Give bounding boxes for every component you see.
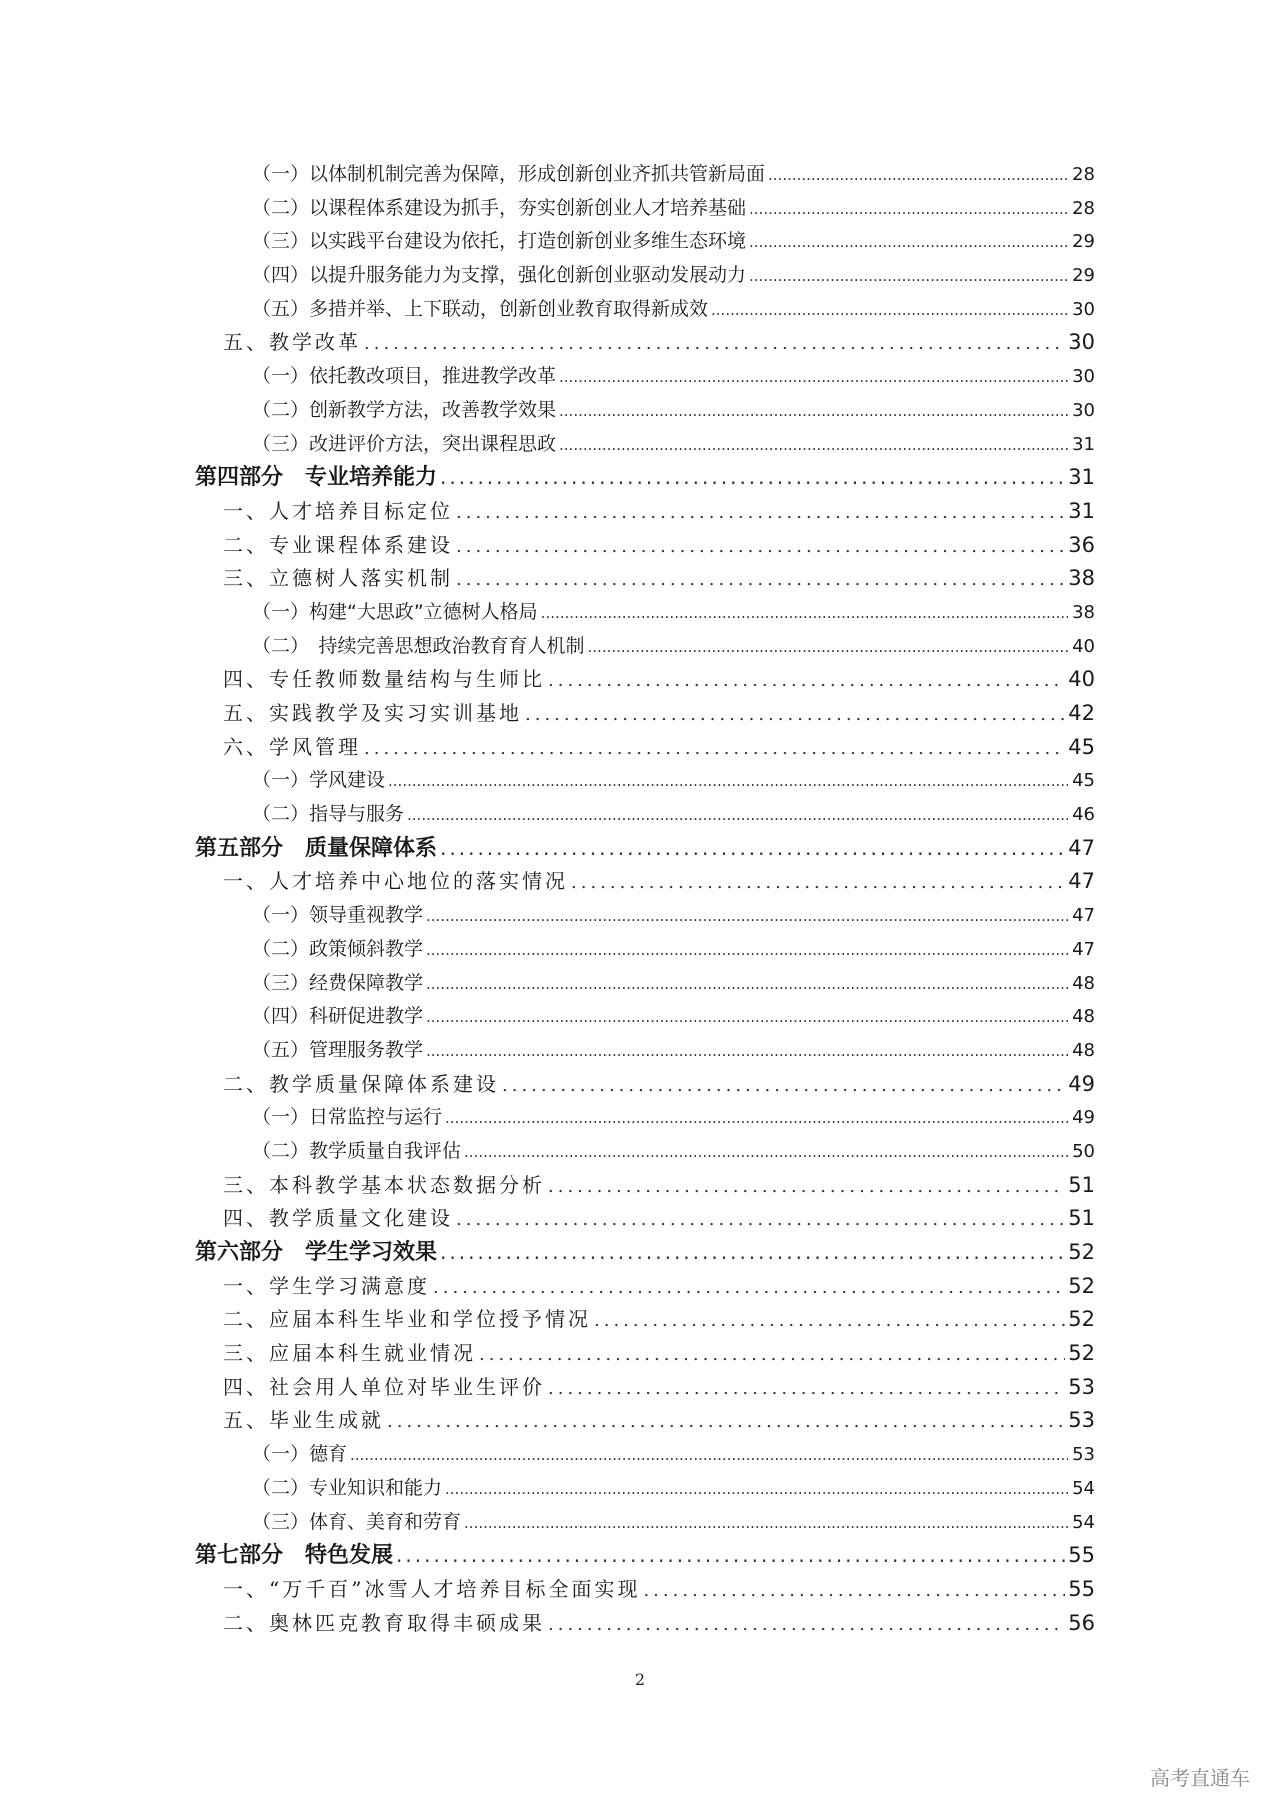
toc-entry[interactable] — [195, 1539, 1095, 1573]
toc-dot-leader — [749, 193, 1068, 227]
toc-entry-page: 53 — [1068, 1408, 1095, 1433]
toc-dot-leader — [464, 1136, 1068, 1170]
toc-entry[interactable] — [195, 293, 1095, 327]
toc-entry[interactable] — [195, 764, 1095, 798]
toc-entry-title: （二）教学质量自我评估 — [252, 1139, 462, 1162]
toc-entry-page: 52 — [1068, 1307, 1095, 1332]
toc-entry[interactable] — [195, 1506, 1095, 1540]
toc-dot-leader — [364, 732, 1065, 766]
toc-entry-title: （二）以课程体系建设为抓手，夯实创新创业人才培养基础 — [252, 196, 747, 219]
toc-entry-page: 47 — [1072, 905, 1095, 927]
toc-entry-title: 六、学风管理 — [223, 734, 361, 759]
toc-dot-leader — [541, 597, 1068, 631]
toc-entry-title: 四、专任教师数量结构与生师比 — [223, 667, 545, 692]
toc-entry-title: 四、教学质量文化建设 — [223, 1206, 453, 1231]
toc-entry-title: （一）德育 — [252, 1443, 348, 1466]
toc-entry[interactable] — [195, 1303, 1095, 1337]
toc-entry[interactable] — [195, 663, 1095, 697]
toc-dot-leader — [525, 698, 1065, 732]
toc-entry-title: 五、实践教学及实习实训基地 — [223, 701, 522, 725]
toc-dot-leader — [588, 631, 1068, 665]
toc-dot-leader — [548, 664, 1065, 698]
toc-entry-title: （二）政策倾斜教学 — [252, 937, 424, 960]
toc-entry-title: 第四部分 专业培养能力 — [195, 465, 438, 491]
toc-entry-title: （四）以提升服务能力为支撑，强化创新创业驱动发展动力 — [252, 264, 747, 287]
toc-dot-leader — [571, 866, 1065, 900]
toc-entry[interactable] — [195, 596, 1095, 630]
toc-entry[interactable] — [195, 562, 1095, 596]
toc-entry-page: 36 — [1068, 532, 1095, 557]
toc-entry-title: 一、“万千百”冰雪人才培养目标全面实现 — [223, 1576, 641, 1601]
toc-entry-page: 48 — [1072, 972, 1095, 994]
toc-entry-title: （三）体育、美育和劳育 — [252, 1510, 462, 1533]
toc-entry[interactable] — [195, 899, 1095, 933]
toc-entry-title: （三）改进评价方法，突出课程思政 — [252, 432, 557, 455]
toc-entry[interactable] — [195, 1337, 1095, 1371]
toc-entry-title: 第六部分 学生学习效果 — [195, 1240, 438, 1265]
toc-entry[interactable] — [195, 1371, 1095, 1405]
toc-entry[interactable] — [195, 1101, 1095, 1135]
toc-entry[interactable] — [195, 192, 1095, 226]
toc-entry-page: 52 — [1068, 1240, 1095, 1264]
toc-entry-title: 二、教学质量保障体系建设 — [223, 1071, 499, 1096]
toc-entry-page: 48 — [1072, 1006, 1095, 1028]
toc-entry-title: （一）构建“大思政”立德树人格局 — [252, 600, 538, 623]
toc-entry-title: 五、教学改革 — [223, 330, 361, 355]
toc-entry[interactable] — [195, 1404, 1095, 1438]
toc-entry-title: （五）管理服务教学 — [252, 1038, 424, 1061]
toc-entry-page: 31 — [1072, 433, 1095, 455]
toc-dot-leader — [548, 1170, 1065, 1204]
toc-dot-leader — [387, 1405, 1065, 1439]
toc-dot-leader — [388, 765, 1068, 799]
toc-dot-leader — [456, 530, 1065, 564]
toc-dot-leader — [440, 461, 1065, 495]
toc-entry-page: 45 — [1072, 770, 1095, 792]
toc-dot-leader — [559, 429, 1068, 463]
toc-entry-page: 38 — [1068, 566, 1095, 591]
toc-entry[interactable] — [195, 461, 1095, 495]
toc-entry[interactable] — [195, 1068, 1095, 1102]
toc-entry[interactable] — [195, 630, 1095, 664]
toc-entry-page: 55 — [1068, 1576, 1095, 1601]
toc-entry[interactable] — [195, 259, 1095, 293]
toc-entry[interactable] — [195, 428, 1095, 462]
toc-dot-leader — [479, 1338, 1065, 1372]
toc-entry-page: 53 — [1068, 1374, 1095, 1399]
toc-entry[interactable] — [195, 1236, 1095, 1270]
table-of-contents — [195, 158, 1095, 1640]
toc-entry-page: 54 — [1072, 1477, 1095, 1499]
toc-entry[interactable] — [195, 1202, 1095, 1236]
toc-entry-page: 50 — [1072, 1140, 1095, 1162]
toc-dot-leader — [426, 934, 1068, 968]
page-number: 2 — [634, 1670, 646, 1689]
toc-entry-title: 一、人才培养中心地位的落实情况 — [223, 869, 568, 894]
toc-entry-page: 38 — [1072, 601, 1095, 623]
toc-dot-leader — [426, 1001, 1068, 1035]
toc-entry[interactable] — [195, 360, 1095, 394]
toc-entry-page: 54 — [1072, 1511, 1095, 1533]
toc-entry[interactable] — [195, 967, 1095, 1001]
toc-entry[interactable] — [195, 394, 1095, 428]
toc-entry[interactable] — [195, 1034, 1095, 1068]
toc-entry-page: 31 — [1068, 498, 1095, 523]
toc-entry-page: 28 — [1072, 164, 1095, 185]
toc-entry[interactable] — [195, 832, 1095, 866]
toc-entry-title: （二）专业知识和能力 — [252, 1476, 443, 1499]
toc-entry-page: 30 — [1072, 399, 1095, 421]
toc-entry[interactable] — [195, 326, 1095, 360]
toc-entry-page: 49 — [1068, 1071, 1095, 1096]
toc-dot-leader — [426, 900, 1068, 934]
toc-entry-page: 42 — [1068, 701, 1095, 725]
toc-dot-leader — [711, 294, 1068, 328]
toc-entry-page: 47 — [1068, 835, 1095, 860]
toc-entry-title: 第七部分 特色发展 — [195, 1543, 394, 1569]
toc-dot-leader — [364, 327, 1065, 361]
toc-entry[interactable] — [195, 495, 1095, 529]
toc-dot-leader — [445, 1102, 1068, 1136]
toc-entry[interactable] — [195, 1438, 1095, 1472]
toc-dot-leader — [464, 1507, 1068, 1541]
toc-entry-title: 三、立德树人落实机制 — [223, 566, 453, 591]
toc-entry-page: 47 — [1072, 938, 1095, 960]
toc-dot-leader — [548, 1608, 1065, 1642]
toc-entry-title: 三、本科教学基本状态数据分析 — [223, 1172, 545, 1197]
toc-entry[interactable] — [195, 731, 1095, 765]
toc-entry-title: （二）指导与服务 — [252, 803, 405, 826]
toc-entry[interactable] — [195, 1573, 1095, 1607]
toc-entry-title: （一）依托教改项目，推进教学改革 — [252, 365, 557, 388]
toc-entry-title: 二、专业课程体系建设 — [223, 532, 453, 557]
toc-dot-leader — [426, 968, 1068, 1002]
toc-entry-page: 30 — [1068, 330, 1095, 355]
toc-entry-page: 30 — [1072, 366, 1095, 388]
toc-entry-title: 二、奥林匹克教育取得丰硕成果 — [223, 1610, 545, 1635]
toc-dot-leader — [396, 1539, 1065, 1573]
toc-entry[interactable] — [195, 865, 1095, 899]
toc-entry-title: 三、应届本科生就业情况 — [223, 1341, 476, 1366]
toc-entry-page: 53 — [1072, 1444, 1095, 1466]
toc-entry-page: 48 — [1072, 1039, 1095, 1061]
toc-entry-page: 40 — [1072, 635, 1095, 657]
toc-entry-title: 四、社会用人单位对毕业生评价 — [223, 1374, 545, 1399]
toc-entry[interactable] — [195, 798, 1095, 832]
toc-entry[interactable] — [195, 1000, 1095, 1034]
toc-entry-title: 第五部分 质量保障体系 — [195, 835, 438, 861]
toc-entry-page: 29 — [1072, 231, 1095, 253]
toc-entry[interactable] — [195, 1472, 1095, 1506]
toc-entry-page: 28 — [1072, 197, 1095, 219]
toc-entry-title: （四）科研促进教学 — [252, 1005, 424, 1028]
toc-entry-page: 29 — [1072, 265, 1095, 287]
toc-dot-leader — [594, 1304, 1065, 1338]
toc-entry[interactable] — [195, 697, 1095, 731]
toc-dot-leader — [559, 361, 1068, 395]
toc-dot-leader — [548, 1372, 1065, 1406]
toc-dot-leader — [433, 1271, 1065, 1305]
toc-dot-leader — [350, 1439, 1068, 1473]
toc-entry-page: 46 — [1072, 804, 1095, 826]
toc-dot-leader — [407, 799, 1068, 833]
toc-entry-title: （一）日常监控与运行 — [252, 1106, 443, 1129]
toc-entry-title: （五）多措并举、上下联动，创新创业教育取得新成效 — [252, 297, 709, 320]
toc-dot-leader — [445, 1473, 1068, 1507]
toc-entry-page: 52 — [1068, 1273, 1095, 1298]
toc-entry-title: （二）创新教学方法，改善教学效果 — [252, 398, 557, 421]
toc-entry-title: （三）经费保障教学 — [252, 971, 424, 994]
toc-entry[interactable] — [195, 1607, 1095, 1641]
toc-entry[interactable] — [195, 933, 1095, 967]
toc-entry-title: （一）以体制机制完善为保障，形成创新创业齐抓共管新局面 — [252, 163, 766, 185]
toc-dot-leader — [502, 1069, 1065, 1103]
toc-dot-leader — [426, 1035, 1068, 1069]
toc-entry-title: 五、毕业生成就 — [223, 1408, 384, 1433]
toc-entry[interactable] — [195, 225, 1095, 259]
toc-entry-page: 47 — [1068, 869, 1095, 894]
toc-dot-leader — [440, 1236, 1065, 1270]
toc-entry-page: 49 — [1072, 1107, 1095, 1129]
toc-entry-page: 30 — [1072, 298, 1095, 320]
toc-dot-leader — [643, 1574, 1065, 1608]
toc-dot-leader — [749, 226, 1068, 260]
toc-entry-page: 51 — [1068, 1206, 1095, 1231]
toc-dot-leader — [559, 395, 1068, 429]
toc-entry-title: （一）学风建设 — [252, 769, 386, 792]
toc-entry[interactable] — [195, 1135, 1095, 1169]
toc-dot-leader — [768, 159, 1068, 193]
toc-entry-title: 一、学生学习满意度 — [223, 1273, 430, 1298]
toc-entry-page: 56 — [1068, 1610, 1095, 1635]
toc-entry-page: 31 — [1068, 465, 1095, 490]
toc-entry-page: 45 — [1068, 734, 1095, 759]
toc-entry-title: （二） 持续完善思想政治教育育人机制 — [252, 634, 585, 657]
toc-entry[interactable] — [195, 1270, 1095, 1304]
watermark-text: 高考直通车 — [1150, 1766, 1250, 1790]
toc-entry-title: （一）领导重视教学 — [252, 904, 424, 927]
toc-entry-page: 52 — [1068, 1341, 1095, 1366]
toc-dot-leader — [440, 832, 1065, 866]
toc-entry[interactable] — [195, 529, 1095, 563]
toc-entry-page: 40 — [1068, 667, 1095, 692]
toc-dot-leader — [456, 563, 1065, 597]
toc-entry-title: 二、应届本科生毕业和学位授予情况 — [223, 1307, 591, 1332]
toc-dot-leader — [456, 496, 1065, 530]
toc-dot-leader — [749, 260, 1068, 294]
toc-entry-page: 55 — [1068, 1543, 1095, 1568]
toc-entry-title: （三）以实践平台建设为依托，打造创新创业多维生态环境 — [252, 230, 747, 253]
toc-entry-title: 一、人才培养目标定位 — [223, 498, 453, 523]
toc-entry[interactable] — [195, 1169, 1095, 1203]
toc-entry-page: 51 — [1068, 1172, 1095, 1197]
toc-dot-leader — [456, 1203, 1065, 1237]
toc-entry[interactable] — [195, 158, 1095, 192]
